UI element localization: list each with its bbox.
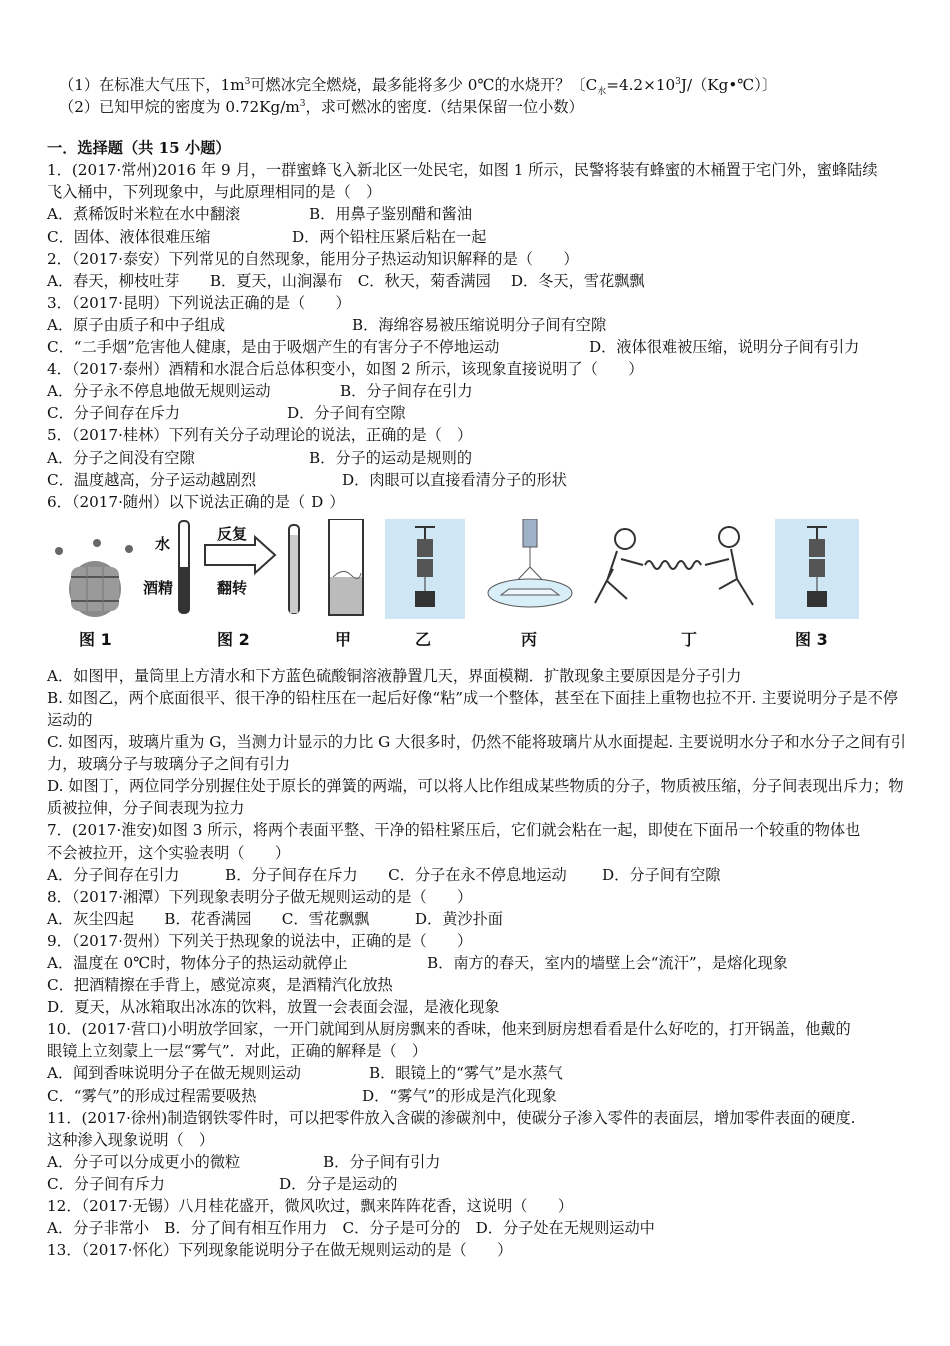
caption-jia: 甲: [335, 629, 352, 649]
q6-answer: D: [311, 492, 324, 511]
q11-options-cd: C．分子间有斥力 D．分子是运动的: [47, 1174, 398, 1193]
figures-illustration: [47, 519, 913, 629]
q7-stem-line2: 不会被拉开，这个实验表明（ ）: [47, 843, 290, 862]
q8-stem: 8．（2017·湘潭）下列现象表明分子做无规则运动的是（ ）: [47, 887, 473, 906]
q2-stem: 2．（2017·泰安）下列常见的自然现象，能用分子热运动知识解释的是（ ）: [47, 249, 579, 268]
q3-options-cd: C．“二手烟”危害他人健康，是由于吸烟产生的有害分子不停地运动 D．液体很难被压缩，说明分子间有引力: [47, 338, 860, 357]
spring-kids-icon: [595, 527, 753, 605]
q7-stem-line1: 7．(2017·淮安)如图 3 所示，将两个表面平整、干净的铅柱紧压后，它们就会粘在一起，即使在下面吊一个较重的物体也: [47, 821, 861, 840]
q6-stem: 6．（2017·随州）以下说法正确的是（ D ）: [47, 492, 345, 511]
q1-options-cd: C．固体、液体很难压缩 D．两个铅柱压紧后粘在一起: [47, 227, 487, 246]
q11-stem-line1: 11．(2017·徐州)制造钢铁零件时，可以把零件放入含碳的渗碳剂中，使碳分子渗入零件的表面层，增加零件表面的硬度.: [47, 1108, 856, 1127]
intro-question-2: （2）已知甲烷的密度为 $0.72Kg/m^3$，求可燃冰的密度.（结果保留一位小数）: [59, 98, 584, 117]
q1-stem-line1: 1．(2017·常州)2016 年 9 月，一群蜜蜂飞入新北区一处民宅，如图 1 所示，民警将装有蜂蜜的木桶置于宅门外，蜜蜂陆续: [47, 161, 878, 180]
caption-fig3: 图 3: [795, 629, 828, 649]
q4-stem: 4．（2017·泰州）酒精和水混合后总体积变小，如图 2 所示，该现象直接说明了（ ）: [47, 360, 644, 379]
q9-options-ab: A．温度在 0℃时，物体分子的热运动就停止 B．南方的春天，室内的墙壁上会“流汗”，是熔化现象: [47, 954, 788, 972]
glass-plate-icon: [488, 519, 572, 607]
q10-options-ab: A．闻到香味说明分子在做无规则运动 B．眼镜上的“雾气”是水蒸气: [47, 1064, 563, 1083]
q6-option-a: A．如图甲，量筒里上方清水和下方蓝色硫酸铜溶液静置几天，界面模糊．扩散现象主要原因是分子引力: [47, 666, 742, 685]
measuring-cylinder-icon: [329, 519, 363, 615]
q9-option-c: C．把酒精擦在手背上，感觉凉爽，是酒精汽化放热: [47, 976, 393, 995]
caption-fig2: 图 2: [217, 629, 250, 649]
section-title: 一．选择题（共 15 小题）: [47, 139, 231, 158]
figures-row: [47, 519, 913, 659]
q8-options: A．灰尘四起 B．花香满园 C．雪花飘飘 D．黄沙扑面: [47, 909, 503, 928]
q11-stem-line2: 这种渗入现象说明（ ）: [47, 1130, 215, 1149]
q10-options-cd: C．“雾气”的形成过程需要吸热 D．“雾气”的形成是汽化现象: [47, 1086, 557, 1105]
q3-stem: 3．（2017·昆明）下列说法正确的是（ ）: [47, 293, 351, 312]
q12-stem: 12．（2017·无锡）八月桂花盛开，微风吹过，飘来阵阵花香，这说明（ ）: [47, 1197, 574, 1216]
q1-options-ab: A．煮稀饭时米粒在水中翻滚 B．用鼻子鉴别醋和酱油: [47, 205, 473, 224]
intro-question-1: （1）在标准大气压下，$1m^3$可燃冰完全燃烧，最多能将多少 0℃的水烧开？〔$C_水=4.2\times 10^3J/(Kg•℃)$〕: [59, 76, 778, 98]
barrel-icon: [55, 539, 133, 617]
q6-option-d: D. 如图丁，两位同学分别握住处于原长的弹簧的两端，可以将人比作组成某些物质的分子，物质被压缩，分子间表现出斥力；物质被拉伸，分子间表现为拉力: [47, 777, 904, 818]
q6-option-b: B. 如图乙，两个底面很平、很干净的铅柱压在一起后好像“粘”成一个整体，甚至在下面挂上重物也拉不开. 主要说明分子是不停运动的: [47, 688, 898, 729]
worksheet-page: [47, 74, 913, 1261]
caption-yi: 乙: [415, 629, 432, 649]
label-alcohol: 酒精: [143, 578, 174, 597]
q4-options-cd: C．分子间存在斥力 D．分子间有空隙: [47, 404, 406, 423]
q3-options-ab: A．原子由质子和中子组成 B．海绵容易被压缩说明分子间有空隙: [47, 315, 607, 334]
q9-stem: 9．（2017·贺州）下列关于热现象的说法中，正确的是（ ）: [47, 931, 473, 950]
q4-options-ab: A．分子永不停息地做无规则运动 B．分子间存在引力: [47, 382, 473, 401]
q9-option-d: D．夏天，从冰箱取出冰冻的饮料，放置一会表面会湿，是液化现象: [47, 998, 500, 1017]
q2-options: A．春天，柳枝吐芽 B．夏天，山涧瀑布 C．秋天，菊香满园 D．冬天，雪花飘飘: [47, 271, 645, 290]
q5-options-cd: C．温度越高，分子运动越剧烈 D．肉眼可以直接看清分子的形状: [47, 470, 567, 489]
q5-stem: 5．（2017·桂林）下列有关分子动理论的说法，正确的是（ ）: [47, 426, 473, 445]
caption-fig1: 图 1: [79, 629, 112, 649]
label-water: 水: [155, 534, 171, 553]
caption-bing: 丙: [521, 629, 538, 649]
q7-options: A．分子间存在引力 B．分子间存在斥力 C．分子在永不停息地运动 D．分子间有空隙: [47, 865, 721, 884]
q10-stem-line2: 眼镜上立刻蒙上一层“雾气”．对此，正确的解释是（ ）: [47, 1042, 428, 1061]
q10-stem-line1: 10．(2017·营口)小明放学回家，一开门就闻到从厨房飘来的香味，他来到厨房想看看是什么好吃的，打开锅盖，他戴的: [47, 1020, 851, 1039]
caption-ding: 丁: [681, 629, 698, 649]
q6-option-c: C. 如图丙，玻璃片重为 G，当测力计显示的力比 G 大很多时，仍然不能将玻璃片从水面提起. 主要说明水分子和水分子之间有引力，玻璃分子与玻璃分子之间有引力: [47, 733, 906, 774]
q1-stem-line2: 飞入桶中，下列现象中，与此原理相同的是（ ）: [47, 183, 382, 202]
lead-cylinders-fig3-icon: [775, 519, 859, 619]
q12-options: A．分子非常小 B．分了间有相互作用力 C．分子是可分的 D．分子处在无规则运动中: [47, 1219, 655, 1238]
label-repeat: 反复: [217, 524, 248, 543]
q13-stem: 13．（2017·怀化）下列现象能说明分子在做无规则运动的是（ ）: [47, 1241, 513, 1260]
label-flip: 翻转: [217, 578, 248, 597]
q11-options-ab: A．分子可以分成更小的微粒 B．分子间有引力: [47, 1152, 441, 1171]
q5-options-ab: A．分子之间没有空隙 B．分子的运动是规则的: [47, 448, 473, 467]
lead-cylinders-icon: [385, 519, 465, 619]
